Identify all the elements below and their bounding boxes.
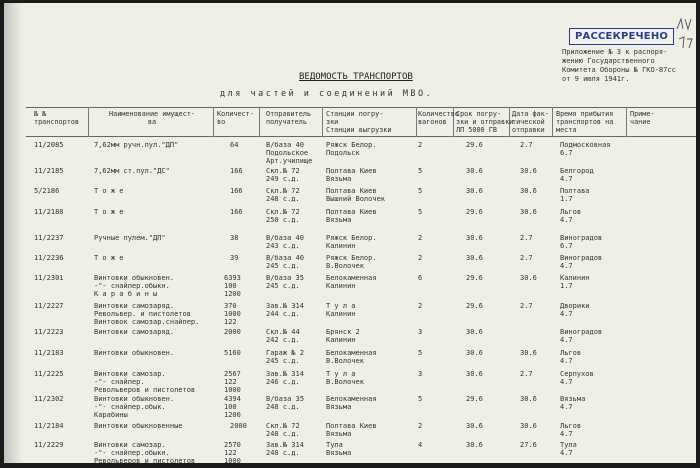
document-page (4, 3, 696, 463)
cell-dispatch-date: 30.6 (520, 187, 537, 195)
cell-item: Винтовки самозар. -"- снайпер.обыкн. Револьверов и пистолетов (94, 441, 196, 463)
cell-transport-no: 11/2085 (34, 141, 64, 149)
cell-wagons: 5 (418, 395, 423, 403)
cell-transport-no: 11/2227 (34, 302, 64, 310)
cell-sender: Скл.№ 72 249 с.д. (266, 167, 300, 183)
cell-transport-no: 11/2184 (34, 422, 64, 430)
cell-item: Т о ж е (94, 208, 124, 216)
cell-wagons: 5 (418, 208, 423, 216)
cell-transport-no: 11/2301 (34, 274, 64, 282)
cell-sender: Скл.№ 44 242 с.д. (266, 328, 300, 344)
cell-wagons: 3 (418, 370, 423, 378)
cell-stations: Полтава Киев Вышний Волочек (326, 187, 386, 203)
cell-load-date: 30.6 (466, 441, 483, 449)
table-header-rule (26, 136, 696, 137)
cell-arrival: Виноградов 6.7 (560, 234, 603, 250)
cell-sender: Зав.№ 314 244 с.д. (266, 302, 304, 318)
cell-item: 7,62мм ст.пул."ДС" (94, 167, 170, 175)
cell-wagons: 2 (418, 234, 423, 242)
cell-wagons: 2 (418, 254, 423, 262)
cell-item: Винтовки самозаряд. (94, 328, 175, 336)
cell-sender: Гараж № 2 245 с.д. (266, 349, 304, 365)
cell-transport-no: 11/2183 (34, 349, 64, 357)
cell-load-date: 29.6 (466, 141, 483, 149)
header-load-date: Срок погру- зки и отправки ЛП 5000 ГВ (456, 110, 514, 134)
cell-qty: 2570 122 1000 (224, 441, 241, 463)
cell-stations: Ряжск Белор. В.Волочек (326, 254, 377, 270)
cell-arrival: Тула 4.7 (560, 441, 577, 457)
cell-qty: 166 (230, 208, 243, 216)
table-top-rule (26, 107, 696, 108)
cell-qty: 6393 100 1200 (224, 274, 241, 298)
header-transport-no: № № транспортов (34, 110, 80, 126)
handwritten-archive-number (675, 15, 696, 51)
cell-stations: Т у л а В.Волочек (326, 370, 364, 386)
appendix-note: Приложение № 3 к распоря- жению Государственного Комитета Обороны № ГКО-87сс от 9 июля 1941г. (562, 48, 676, 83)
cell-wagons: 5 (418, 187, 423, 195)
cell-arrival: Дворики 4.7 (560, 302, 590, 318)
page-shadow (4, 3, 22, 463)
cell-sender: Скл.№ 72 248 с.д. (266, 187, 300, 203)
cell-dispatch-date: 30.6 (520, 349, 537, 357)
cell-transport-no: 11/2236 (34, 254, 64, 262)
cell-stations: Белокаменная Вязьма (326, 395, 377, 411)
cell-stations: Белокаменная В.Волочек (326, 349, 377, 365)
classification-stamp: РАССЕКРЕЧЕНО (569, 28, 674, 45)
cell-wagons: 5 (418, 167, 423, 175)
cell-transport-no: 11/2225 (34, 370, 64, 378)
header-stations: Станции погру- зки Станции выгрузки (326, 110, 392, 134)
cell-dispatch-date: 2.7 (520, 254, 533, 262)
cell-load-date: 30.6 (466, 328, 483, 336)
cell-wagons: 2 (418, 141, 423, 149)
cell-item: Винтовки обыкновен. -"- снайпер.обыкн. К а р а б и н ы (94, 274, 175, 298)
header-arrival: Время прибытия транспортов на места (556, 110, 614, 134)
cell-qty: 2000 (224, 328, 241, 336)
cell-sender: В/база 35 245 с.д. (266, 274, 304, 290)
cell-qty: 4394 100 1200 (224, 395, 241, 419)
cell-wagons: 2 (418, 422, 423, 430)
column-divider (259, 107, 260, 137)
cell-arrival: Белгород 4.7 (560, 167, 594, 183)
cell-stations: Ряжск Белор. Калинин (326, 234, 377, 250)
cell-arrival: Подмосковная 6.7 (560, 141, 611, 157)
cell-stations: Ряжск Белор. Подольск (326, 141, 377, 157)
cell-load-date: 29.6 (466, 208, 483, 216)
cell-wagons: 4 (418, 441, 423, 449)
cell-load-date: 30.6 (466, 422, 483, 430)
cell-load-date: 29.6 (466, 302, 483, 310)
cell-arrival: Виноградов 4.7 (560, 328, 603, 344)
cell-stations: Брянск 2 Калинин (326, 328, 360, 344)
header-quantity: Количест- во (217, 110, 254, 126)
cell-sender: Зав.№ 314 246 с.д. (266, 370, 304, 386)
cell-transport-no: 11/2229 (34, 441, 64, 449)
cell-dispatch-date: 2.7 (520, 302, 533, 310)
cell-qty: 166 (230, 167, 243, 175)
cell-arrival: Виноградов 4.7 (560, 254, 603, 270)
cell-item: 7,62мм ручн.пул."ДП" (94, 141, 179, 149)
cell-dispatch-date: 27.6 (520, 441, 537, 449)
cell-transport-no: 11/2302 (34, 395, 64, 403)
document-title: ВЕДОМОСТЬ ТРАНСПОРТОВ (299, 72, 413, 82)
cell-transport-no: 11/2188 (34, 208, 64, 216)
cell-load-date: 29.6 (466, 274, 483, 282)
cell-dispatch-date: 30.6 (520, 208, 537, 216)
cell-sender: В/база 40 245 с.д. (266, 254, 304, 270)
column-divider (626, 107, 627, 137)
cell-sender: Скл.№ 72 248 с.д. (266, 422, 300, 438)
cell-sender: Зав.№ 314 248 с.д. (266, 441, 304, 457)
cell-arrival: Льгов 4.7 (560, 422, 582, 438)
cell-transport-no: 11/2223 (34, 328, 64, 336)
header-notes: Приме- чание (630, 110, 655, 126)
cell-stations: Полтава Киев Вязьма (326, 167, 377, 183)
cell-load-date: 30.6 (466, 349, 483, 357)
cell-arrival: Серпухов 4.7 (560, 370, 594, 386)
cell-qty: 39 (230, 254, 239, 262)
cell-qty: 64 (230, 141, 239, 149)
cell-sender: В/база 35 248 с.д. (266, 395, 304, 411)
cell-item: Винтовки обыкновенные (94, 422, 183, 430)
cell-stations: Полтава Киев Вязьма (326, 422, 377, 438)
cell-transport-no: 11/2185 (34, 167, 64, 175)
cell-item: Ручные пулем."ДП" (94, 234, 166, 242)
cell-dispatch-date: 2.7 (520, 234, 533, 242)
cell-stations: Т у л а Калинин (326, 302, 356, 318)
cell-arrival: Льгов 4.7 (560, 208, 582, 224)
cell-stations: Полтава Киев Вязьма (326, 208, 377, 224)
cell-load-date: 30.6 (466, 254, 483, 262)
column-divider (88, 107, 89, 137)
cell-stations: Тула Вязьма (326, 441, 352, 457)
column-divider (322, 107, 323, 137)
cell-wagons: 5 (418, 349, 423, 357)
cell-load-date: 30.6 (466, 167, 483, 175)
cell-item: Винтовки самозар. -"- снайпер. Револьверов и пистолетов (94, 370, 196, 394)
cell-sender: Скл.№ 72 250 с.д. (266, 208, 300, 224)
cell-dispatch-date: 30.6 (520, 274, 537, 282)
column-divider (552, 107, 553, 137)
header-wagons: Количество вагонов (418, 110, 459, 126)
cell-dispatch-date: 30.6 (520, 395, 537, 403)
header-item-name: Наименование имущест- ва (109, 110, 195, 126)
cell-arrival: Полтава 1.7 (560, 187, 590, 203)
cell-qty: 166 (230, 187, 243, 195)
cell-qty: 2000 (230, 422, 247, 430)
cell-item: Т о ж е (94, 187, 124, 195)
cell-load-date: 30.6 (466, 370, 483, 378)
cell-dispatch-date: 30.6 (520, 422, 537, 430)
cell-dispatch-date: 2.7 (520, 370, 533, 378)
cell-stations: Белокаменная Калинин (326, 274, 377, 290)
cell-wagons: 3 (418, 328, 423, 336)
cell-item: Т о ж е (94, 254, 124, 262)
cell-load-date: 30.6 (466, 234, 483, 242)
cell-arrival: Калинин 1.7 (560, 274, 590, 290)
cell-wagons: 6 (418, 274, 423, 282)
cell-load-date: 29.6 (466, 395, 483, 403)
cell-arrival: Льгов 4.7 (560, 349, 582, 365)
cell-sender: В/база 40 Подольское Арт.училище (266, 141, 313, 165)
cell-qty: 370 1000 122 (224, 302, 241, 326)
cell-item: Винтовки самозаряд. Револьвер. и пистолетов Винтовок самозар.снайпер. (94, 302, 200, 326)
cell-load-date: 30.6 (466, 187, 483, 195)
column-divider (416, 107, 417, 137)
cell-qty: 2567 122 1000 (224, 370, 241, 394)
document-subtitle: для частей и соединений МВО. (220, 89, 434, 99)
cell-transport-no: 5/2186 (34, 187, 60, 195)
cell-dispatch-date: 30.6 (520, 167, 537, 175)
cell-item: Винтовки обыкновен. -"- снайпер.обык. Карабины (94, 395, 175, 419)
cell-sender: В/база 40 243 с.д. (266, 234, 304, 250)
cell-transport-no: 11/2237 (34, 234, 64, 242)
cell-wagons: 2 (418, 302, 423, 310)
cell-qty: 38 (230, 234, 239, 242)
cell-arrival: Вязьма 4.7 (560, 395, 586, 411)
cell-item: Винтовки обыкновен. (94, 349, 175, 357)
header-dispatch-date: Дата фак- тической отправки (512, 110, 549, 134)
header-sender: Отправитель получатель (266, 110, 312, 126)
cell-dispatch-date: 2.7 (520, 141, 533, 149)
cell-qty: 5160 (224, 349, 241, 357)
column-divider (213, 107, 214, 137)
